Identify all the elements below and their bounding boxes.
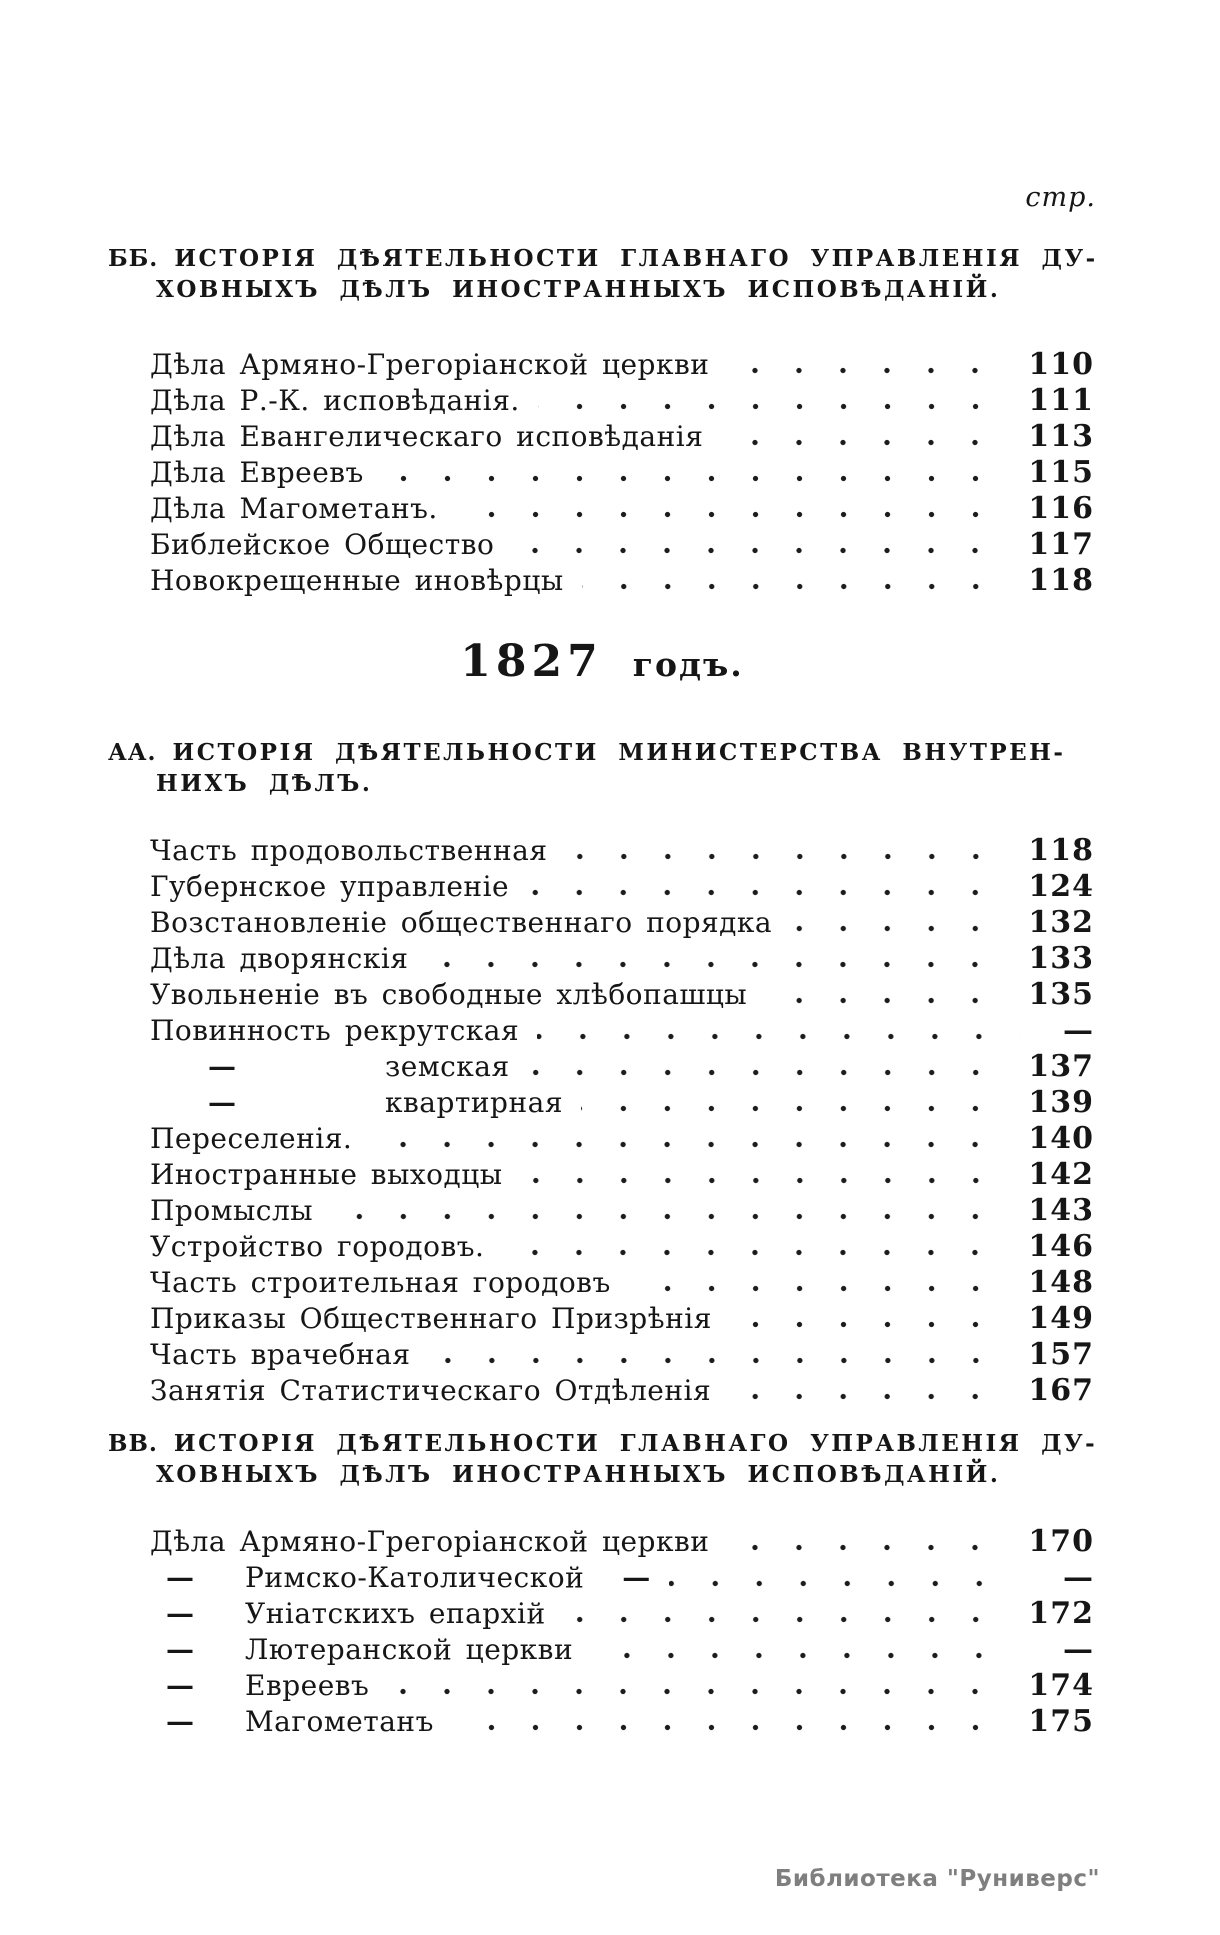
dot-leader xyxy=(538,403,1017,410)
toc-entry-label: Дѣла Евреевъ xyxy=(150,456,364,489)
toc-entry-page: 113 xyxy=(1028,419,1094,454)
toc-entry xyxy=(150,347,1094,383)
toc-entry-label: Приказы Общественнаго Призрѣнія xyxy=(150,1302,712,1335)
toc-list-vv xyxy=(150,1524,1094,1740)
toc-entry-page: 143 xyxy=(1028,1193,1094,1228)
toc-entry-label: Увольненіе въ свободные хлѣбопашцы xyxy=(150,978,748,1011)
dot-leader xyxy=(429,1357,1017,1364)
toc-entry-label: Промыслы xyxy=(150,1194,314,1227)
dot-leader xyxy=(765,997,1016,1004)
ditto-dash: — xyxy=(166,1561,195,1594)
dot-leader xyxy=(730,1321,1016,1328)
section-label: АА. xyxy=(108,739,157,766)
toc-entry xyxy=(150,1560,1094,1596)
toc-entry xyxy=(150,941,1094,977)
section-title-line1: ИСТОРІЯ ДѢЯТЕЛЬНОСТИ ГЛАВНАГО УПРАВЛЕНІЯ ДУ- xyxy=(173,1430,1098,1457)
section-label: ББ. xyxy=(108,245,159,272)
toc-entry-label: Дѣла Евангелическаго исповѣданія xyxy=(150,420,704,453)
toc-entry-label: Новокрещенные иновѣрцы xyxy=(150,564,564,597)
toc-entry-page: 167 xyxy=(1028,1373,1094,1408)
section-heading-aa xyxy=(108,737,1151,799)
toc-entry-label: Иностранные выходцы xyxy=(150,1158,503,1191)
dot-leader xyxy=(452,1724,1016,1731)
dot-leader xyxy=(564,1616,1017,1623)
toc-entry xyxy=(150,455,1094,491)
toc-entry-page: 146 xyxy=(1028,1229,1094,1264)
toc-entry xyxy=(150,1337,1094,1373)
toc-entry-page: 137 xyxy=(1028,1049,1094,1084)
section-title-line1: ИСТОРІЯ ДѢЯТЕЛЬНОСТИ МИНИСТЕРСТВА ВНУТРЕН- xyxy=(172,739,1066,766)
section-title-line2: ХОВНЫХЪ ДѢЛЪ ИНОСТРАННЫХЪ ИСПОВѢДАНІЙ. xyxy=(156,276,1001,303)
dot-leader xyxy=(629,1285,1017,1292)
toc-entry xyxy=(150,1157,1094,1193)
toc-entry-page: 157 xyxy=(1028,1337,1094,1372)
ditto-dash: — xyxy=(208,1050,237,1083)
year-word: годъ. xyxy=(632,645,744,684)
toc-entry xyxy=(150,383,1094,419)
toc-entry-label: Устройство городовъ. xyxy=(150,1230,485,1263)
toc-entry-page: 118 xyxy=(1028,563,1094,598)
toc-entry-page: 170 xyxy=(1028,1524,1094,1559)
dot-leader xyxy=(729,1393,1016,1400)
toc-entry xyxy=(150,1301,1094,1337)
toc-entry-page: 116 xyxy=(1028,491,1094,526)
toc-entry-page: 172 xyxy=(1028,1596,1094,1631)
toc-entry xyxy=(150,1229,1094,1265)
toc-entry-label: Часть врачебная xyxy=(150,1338,411,1371)
section-label: ВВ. xyxy=(108,1430,158,1457)
toc-entry xyxy=(150,527,1094,563)
dot-leader xyxy=(331,1213,1016,1220)
toc-entry xyxy=(150,833,1094,869)
toc-entry-label: Возстановленіе общественнаго порядка xyxy=(150,906,773,939)
toc-entry-label: Римско-Католической xyxy=(245,1561,585,1594)
dot-leader xyxy=(521,1177,1017,1184)
toc-entry xyxy=(150,1121,1094,1157)
section-title-line2: ХОВНЫХЪ ДѢЛЪ ИНОСТРАННЫХЪ ИСПОВѢДАНІЙ. xyxy=(156,1461,1001,1488)
toc-entry xyxy=(150,1013,1094,1049)
toc-entry-label: Лютеранской церкви xyxy=(245,1633,574,1666)
toc-entry-page: — xyxy=(1063,1632,1094,1667)
section-title-line2: НИХЪ ДѢЛЪ. xyxy=(156,770,373,797)
toc-entry-label: Дѣла Магометанъ. xyxy=(150,492,438,525)
toc-list-aa xyxy=(150,833,1094,1409)
toc-entry-page: 118 xyxy=(1028,833,1094,868)
library-watermark: Библиотека "Руниверс" xyxy=(774,1866,1100,1892)
toc-entry-label: Занятія Статистическаго Отдѣленія xyxy=(150,1374,712,1407)
toc-entry xyxy=(150,1596,1094,1632)
dot-leader xyxy=(669,1580,1020,1587)
toc-entry-label: земская xyxy=(385,1050,510,1083)
ditto-dash: — xyxy=(622,1561,651,1594)
dot-leader xyxy=(721,439,1016,446)
toc-entry-page: 149 xyxy=(1028,1301,1094,1336)
toc-entry xyxy=(150,419,1094,455)
toc-entry xyxy=(150,905,1094,941)
toc-entry-label: Часть продовольственная xyxy=(150,834,548,867)
toc-entry-page: — xyxy=(1063,1560,1094,1595)
toc-entry-page: — xyxy=(1063,1013,1094,1048)
toc-entry-page: 175 xyxy=(1028,1704,1094,1739)
ditto-dash: — xyxy=(166,1669,195,1702)
toc-entry-label: Губернское управленіе xyxy=(150,870,510,903)
toc-entry-page: 142 xyxy=(1028,1157,1094,1192)
dot-leader xyxy=(727,1544,1016,1551)
toc-entry xyxy=(150,1085,1094,1121)
toc-entry xyxy=(150,869,1094,905)
dot-leader xyxy=(727,367,1016,374)
toc-entry-label: Уніатскихъ епархій xyxy=(245,1597,546,1630)
toc-entry-label: Библейское Общество xyxy=(150,528,495,561)
toc-entry-page: 132 xyxy=(1028,905,1094,940)
toc-entry xyxy=(150,563,1094,599)
toc-entry-label: Дѣла Армяно-Грегоріанской церкви xyxy=(150,1525,710,1558)
toc-entry-page: 139 xyxy=(1028,1085,1094,1120)
dot-leader xyxy=(582,583,1017,590)
ditto-dash: — xyxy=(166,1633,195,1666)
toc-entry-label: Евреевъ xyxy=(245,1669,370,1702)
section-title-line1: ИСТОРІЯ ДѢЯТЕЛЬНОСТИ ГЛАВНАГО УПРАВЛЕНІЯ ДУ- xyxy=(174,245,1098,272)
ditto-dash: — xyxy=(208,1086,237,1119)
toc-entry xyxy=(150,1668,1094,1704)
toc-entry xyxy=(150,1524,1094,1560)
section-heading-vv xyxy=(108,1428,1151,1490)
ditto-dash: — xyxy=(166,1705,195,1738)
dot-leader xyxy=(426,961,1016,968)
dot-leader xyxy=(790,925,1016,932)
toc-entry-page: 110 xyxy=(1028,347,1094,382)
dot-leader xyxy=(456,511,1017,518)
toc-entry xyxy=(150,1632,1094,1668)
toc-entry xyxy=(150,977,1094,1013)
toc-entry-label: Переселенія. xyxy=(150,1122,353,1155)
dot-leader xyxy=(537,1033,1020,1040)
dot-leader xyxy=(502,1249,1016,1256)
toc-entry-page: 111 xyxy=(1028,383,1094,418)
toc-entry xyxy=(150,1049,1094,1085)
toc-entry-page: 115 xyxy=(1028,455,1094,490)
toc-entry-page: 174 xyxy=(1028,1668,1094,1703)
toc-entry-label: квартирная xyxy=(385,1086,563,1119)
toc-entry-label: Дѣла Р.-К. исповѣданія. xyxy=(150,384,520,417)
year-number: 1827 xyxy=(460,636,603,687)
toc-entry xyxy=(150,1373,1094,1409)
dot-leader xyxy=(566,853,1017,860)
toc-entry-label: Дѣла Армяно-Грегоріанской церкви xyxy=(150,348,710,381)
toc-entry-page: 135 xyxy=(1028,977,1094,1012)
toc-entry-page: 124 xyxy=(1028,869,1094,904)
toc-entry xyxy=(150,1704,1094,1740)
toc-entry xyxy=(150,1265,1094,1301)
dot-leader xyxy=(591,1652,1020,1659)
page-column-header: стр. xyxy=(1025,182,1096,213)
toc-entry-page: 148 xyxy=(1028,1265,1094,1300)
dot-leader xyxy=(528,1069,1017,1076)
toc-entry xyxy=(150,491,1094,527)
toc-entry-label: Дѣла дворянскія xyxy=(150,942,409,975)
toc-entry-label: Часть строительная городовъ xyxy=(150,1266,611,1299)
dot-leader xyxy=(527,889,1016,896)
dot-leader xyxy=(387,1688,1016,1695)
toc-entry-page: 117 xyxy=(1028,527,1094,562)
toc-entry-label: Магометанъ xyxy=(245,1705,434,1738)
dot-leader xyxy=(382,475,1017,482)
section-heading-bb xyxy=(108,243,1151,305)
toc-entry-label: Повинность рекрутская xyxy=(150,1014,520,1047)
year-heading xyxy=(108,636,1096,687)
toc-entry-page: 140 xyxy=(1028,1121,1094,1156)
toc-entry-page: 133 xyxy=(1028,941,1094,976)
dot-leader xyxy=(370,1141,1016,1148)
dot-leader xyxy=(581,1105,1016,1112)
ditto-dash: — xyxy=(166,1597,195,1630)
toc-list-bb xyxy=(150,347,1094,599)
dot-leader xyxy=(512,547,1016,554)
toc-entry xyxy=(150,1193,1094,1229)
